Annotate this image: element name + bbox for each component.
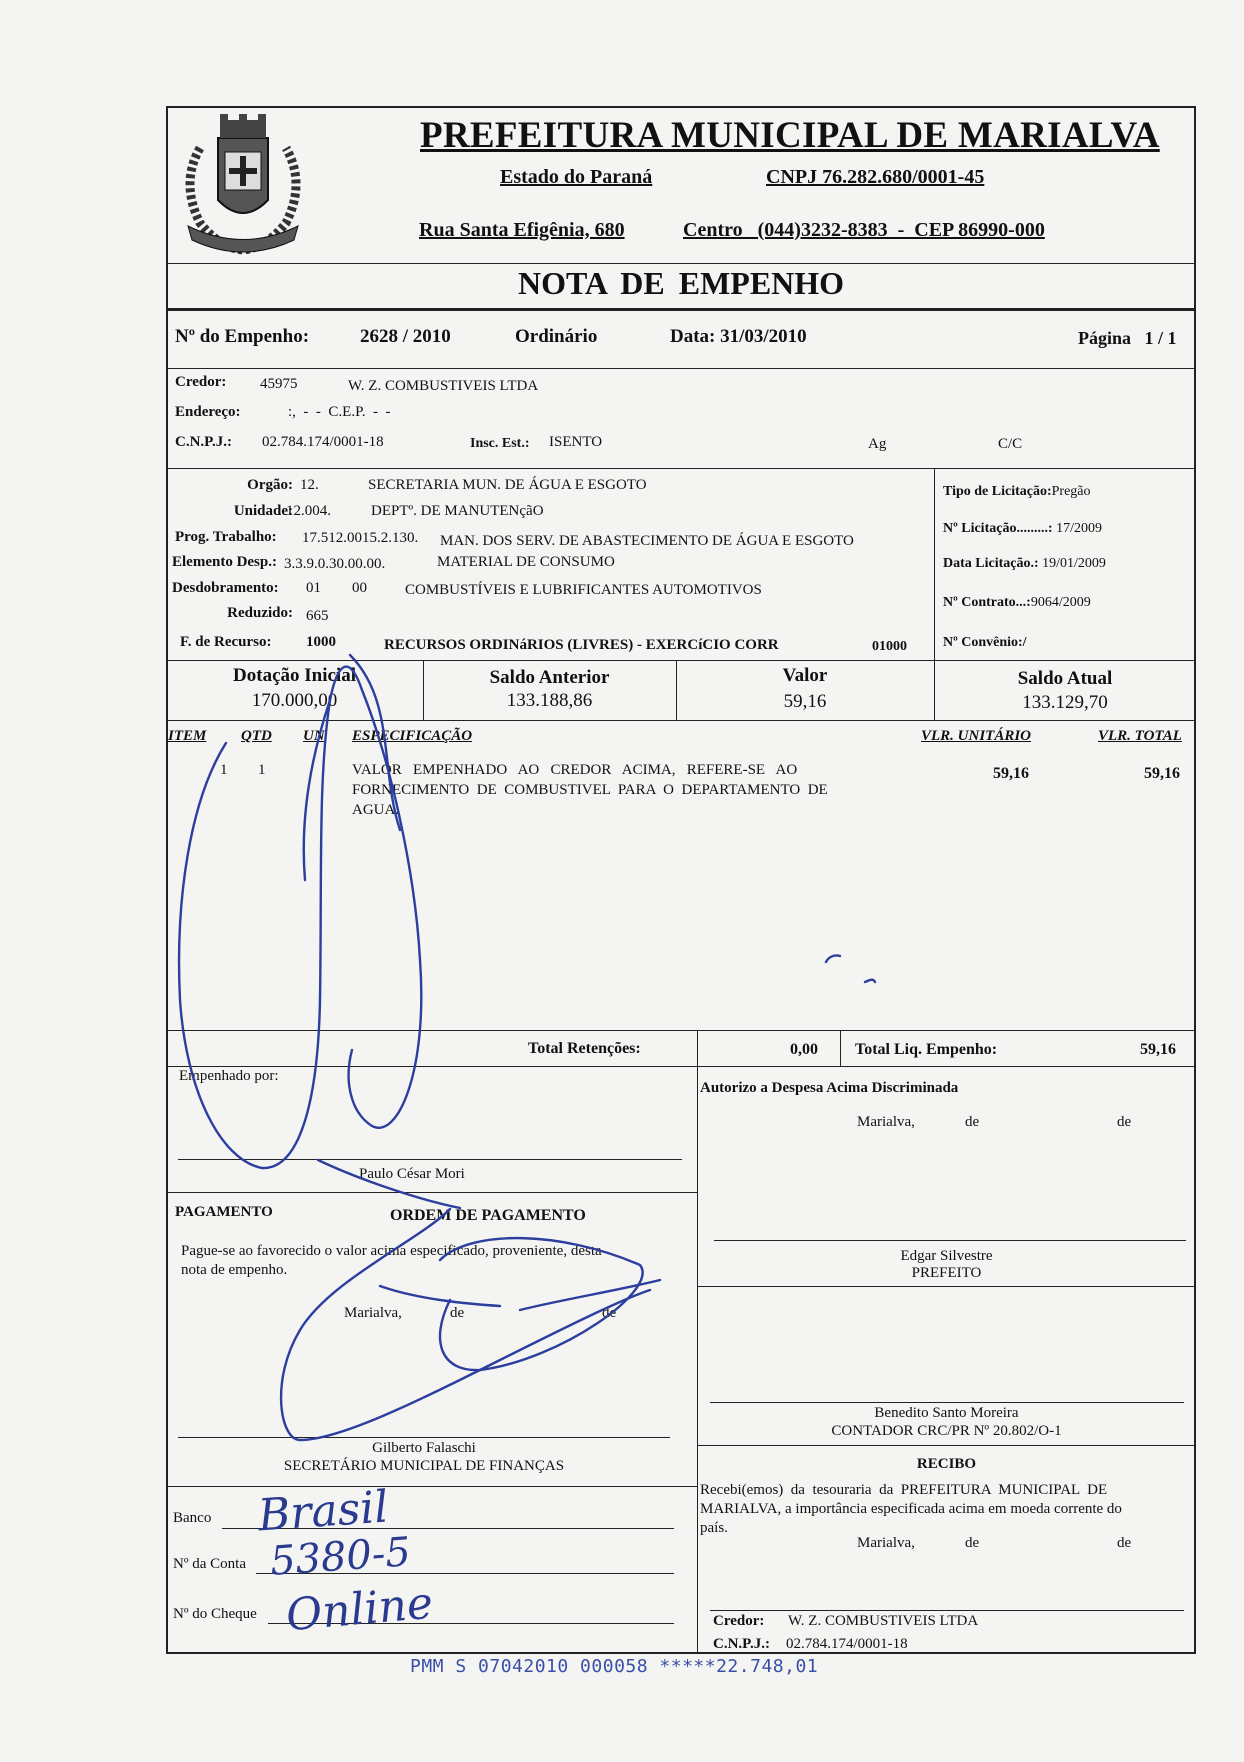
banco-handwritten: Brasil xyxy=(256,1481,390,1542)
desdobramento-label: Desdobramento: xyxy=(172,580,279,596)
header-cnpj: CNPJ 76.282.680/0001-45 xyxy=(766,166,985,188)
pagamento-de2: de xyxy=(602,1305,617,1321)
recibo-de2: de xyxy=(1117,1535,1132,1551)
saldo-atual-label: Saldo Atual xyxy=(1017,668,1113,689)
autorizo-local: Marialva, xyxy=(857,1114,915,1130)
ordem-pagamento-title: ORDEM DE PAGAMENTO xyxy=(390,1207,586,1224)
empenhado-por-name: Paulo César Mori xyxy=(359,1166,465,1182)
pagamento-text-line2: nota de empenho. xyxy=(181,1262,288,1278)
recibo-title: RECIBO xyxy=(916,1456,977,1472)
conta-label: Nº da Conta xyxy=(173,1556,246,1572)
valor-label: Valor xyxy=(782,665,828,686)
cheque-handwritten: Online xyxy=(284,1577,435,1642)
endereco-label: Endereço: xyxy=(175,404,241,420)
recurso-code: 1000 xyxy=(306,634,336,650)
coat-of-arms-icon xyxy=(170,108,316,258)
liquido-label: Total Liq. Empenho: xyxy=(855,1041,998,1058)
liquido-value: 59,16 xyxy=(1140,1041,1176,1058)
unidade-code: 12.004. xyxy=(286,503,331,519)
empenhado-por-label: Empenhado por: xyxy=(179,1068,279,1084)
recibo-de1: de xyxy=(965,1535,980,1551)
header-title: PREFEITURA MUNICIPAL DE MARIALVA xyxy=(420,115,1160,156)
item-number: 1 xyxy=(220,762,228,778)
recibo-cnpj-label: C.N.P.J.: xyxy=(713,1636,770,1652)
recibo-credor-label: Credor: xyxy=(713,1613,765,1629)
header-state: Estado do Paraná xyxy=(500,166,653,188)
col-qtd-header: QTD xyxy=(241,728,272,744)
licitacao-data-label: Data Licitação.: 19/01/2009 xyxy=(943,556,1106,571)
retencoes-label: Total Retenções: xyxy=(528,1040,641,1057)
recibo-credor-name: W. Z. COMBUSTIVEIS LTDA xyxy=(788,1613,979,1629)
saldo-atual-value: 133.129,70 xyxy=(1022,692,1108,713)
prog-label: Prog. Trabalho: xyxy=(175,529,277,545)
item-total-value: 59,16 xyxy=(1144,765,1180,782)
orgao-label: Orgão: xyxy=(247,477,293,493)
pagamento-label: PAGAMENTO xyxy=(175,1204,273,1220)
recibo-cnpj-value: 02.784.174/0001-18 xyxy=(786,1636,908,1652)
desdobramento-code2: 00 xyxy=(352,580,367,596)
dotacao-label: Dotação Inicial xyxy=(233,665,356,686)
credor-name: W. Z. COMBUSTIVEIS LTDA xyxy=(348,378,539,394)
col-unit-header: VLR. UNITÁRIO xyxy=(921,728,1032,744)
recibo-text-line1: Recebi(emos) da tesouraria da PREFEITURA MUNICIPAL DE xyxy=(700,1482,1108,1498)
elemento-desc: MATERIAL DE CONSUMO xyxy=(437,554,615,570)
prefeito-role: PREFEITO xyxy=(911,1265,982,1281)
licitacao-data: 19/01/2009 xyxy=(1042,556,1106,571)
item-unit-value: 59,16 xyxy=(993,765,1029,782)
autorizo-de2: de xyxy=(1117,1114,1132,1130)
conta-handwritten: 5380-5 xyxy=(268,1529,413,1585)
authentication-stamp: PMM S 07042010 000058 *****22.748,01 xyxy=(410,1656,819,1677)
col-spec-header: ESPECIFICAÇÃO xyxy=(352,728,473,744)
page-number: Página 1 / 1 xyxy=(1078,328,1177,348)
recurso-desc: RECURSOS ORDINáRIOS (LIVRES) - EXERCíCIO CORR xyxy=(384,637,779,653)
secretario-role: SECRETÁRIO MUNICIPAL DE FINANÇAS xyxy=(283,1458,565,1474)
empenho-number: 2628 / 2010 xyxy=(360,326,451,347)
empenho-number-label: Nº do Empenho: xyxy=(175,326,310,347)
empenho-date: Data: 31/03/2010 xyxy=(670,326,807,347)
convenio-label: Nº Convênio:/ xyxy=(943,635,1027,650)
saldo-anterior-value: 133.188,86 xyxy=(506,690,593,711)
doc-title: NOTA DE EMPENHO xyxy=(517,265,845,301)
autorizo-text: Autorizo a Despesa Acima Discriminada xyxy=(700,1080,959,1096)
item-spec-line2: FORNECIMENTO DE COMBUSTIVEL PARA O DEPARTAMENTO DE xyxy=(352,782,828,798)
valor-value: 59,16 xyxy=(783,691,827,712)
prog-code: 17.512.0015.2.130. xyxy=(302,530,419,546)
insc-value: ISENTO xyxy=(549,434,603,450)
insc-label: Insc. Est.: xyxy=(470,436,530,451)
desdobramento-code1: 01 xyxy=(306,580,321,596)
item-qtd: 1 xyxy=(258,762,266,778)
credor-code: 45975 xyxy=(260,376,298,392)
licitacao-numero-label: Nº Licitação.........: 17/2009 xyxy=(943,521,1102,536)
credor-label: Credor: xyxy=(175,374,227,390)
pagamento-de1: de xyxy=(450,1305,465,1321)
contador-role: CONTADOR CRC/PR Nº 20.802/O-1 xyxy=(831,1423,1062,1439)
header-address: Rua Santa Efigênia, 680 xyxy=(419,219,625,241)
col-item-header: ITEM xyxy=(168,728,207,744)
retencoes-value: 0,00 xyxy=(790,1041,818,1058)
cc-label: C/C xyxy=(998,436,1023,452)
licitacao-tipo: Pregão xyxy=(1051,484,1091,499)
col-un-header: UN xyxy=(303,728,325,744)
unidade-desc: DEPTº. DE MANUTENçãO xyxy=(371,503,544,519)
item-spec-line3: AGUA. xyxy=(352,802,400,818)
orgao-code: 12. xyxy=(300,477,319,493)
prog-desc: MAN. DOS SERV. DE ABASTECIMENTO DE ÁGUA E ESGOTO xyxy=(440,533,854,549)
recurso-label: F. de Recurso: xyxy=(180,634,272,650)
dotacao-value: 170.000,00 xyxy=(251,690,338,711)
banco-label: Banco xyxy=(173,1510,212,1526)
autorizo-de1: de xyxy=(965,1114,980,1130)
prefeito-name: Edgar Silvestre xyxy=(900,1248,993,1264)
desdobramento-desc: COMBUSTÍVEIS E LUBRIFICANTES AUTOMOTIVOS xyxy=(405,582,762,598)
reduzido-label: Reduzido: xyxy=(227,605,293,621)
empenho-type: Ordinário xyxy=(515,326,598,347)
recibo-text-line3: país. xyxy=(700,1520,728,1536)
cnpj-label: C.N.P.J.: xyxy=(175,434,232,450)
recibo-local: Marialva, xyxy=(857,1535,915,1551)
licitacao-tipo-label: Tipo de Licitação:Pregão xyxy=(943,484,1091,499)
endereco-value: :, - - C.E.P. - - xyxy=(288,404,391,420)
recurso-code2: 01000 xyxy=(872,639,907,654)
contador-name: Benedito Santo Moreira xyxy=(874,1405,1019,1421)
cnpj-value: 02.784.174/0001-18 xyxy=(262,434,384,450)
saldo-anterior-label: Saldo Anterior xyxy=(489,667,610,688)
orgao-desc: SECRETARIA MUN. DE ÁGUA E ESGOTO xyxy=(368,477,647,493)
secretario-name: Gilberto Falaschi xyxy=(372,1440,476,1456)
unidade-label: Unidade: xyxy=(233,503,293,519)
item-spec-line1: VALOR EMPENHADO AO CREDOR ACIMA, REFERE-SE AO xyxy=(352,762,798,778)
licitacao-numero: 17/2009 xyxy=(1056,521,1102,536)
reduzido-value: 665 xyxy=(306,608,329,624)
elemento-code: 3.3.9.0.30.00.00. xyxy=(284,556,386,572)
header-address-rest: Centro (044)3232-8383 - CEP 86990-000 xyxy=(683,219,1045,241)
cheque-label: Nº do Cheque xyxy=(173,1606,257,1622)
recibo-text-line2: MARIALVA, a importância especificada acima em moeda corrente do xyxy=(700,1501,1122,1517)
contrato-label: Nº Contrato...:9064/2009 xyxy=(943,595,1091,610)
pagamento-local: Marialva, xyxy=(344,1305,402,1321)
contrato-value: 9064/2009 xyxy=(1030,595,1091,610)
elemento-label: Elemento Desp.: xyxy=(172,554,277,570)
col-total-header: VLR. TOTAL xyxy=(1098,728,1182,744)
ag-label: Ag xyxy=(868,436,887,452)
pagamento-text-line1: Pague-se ao favorecido o valor acima especificado, proveniente, desta xyxy=(181,1243,602,1259)
